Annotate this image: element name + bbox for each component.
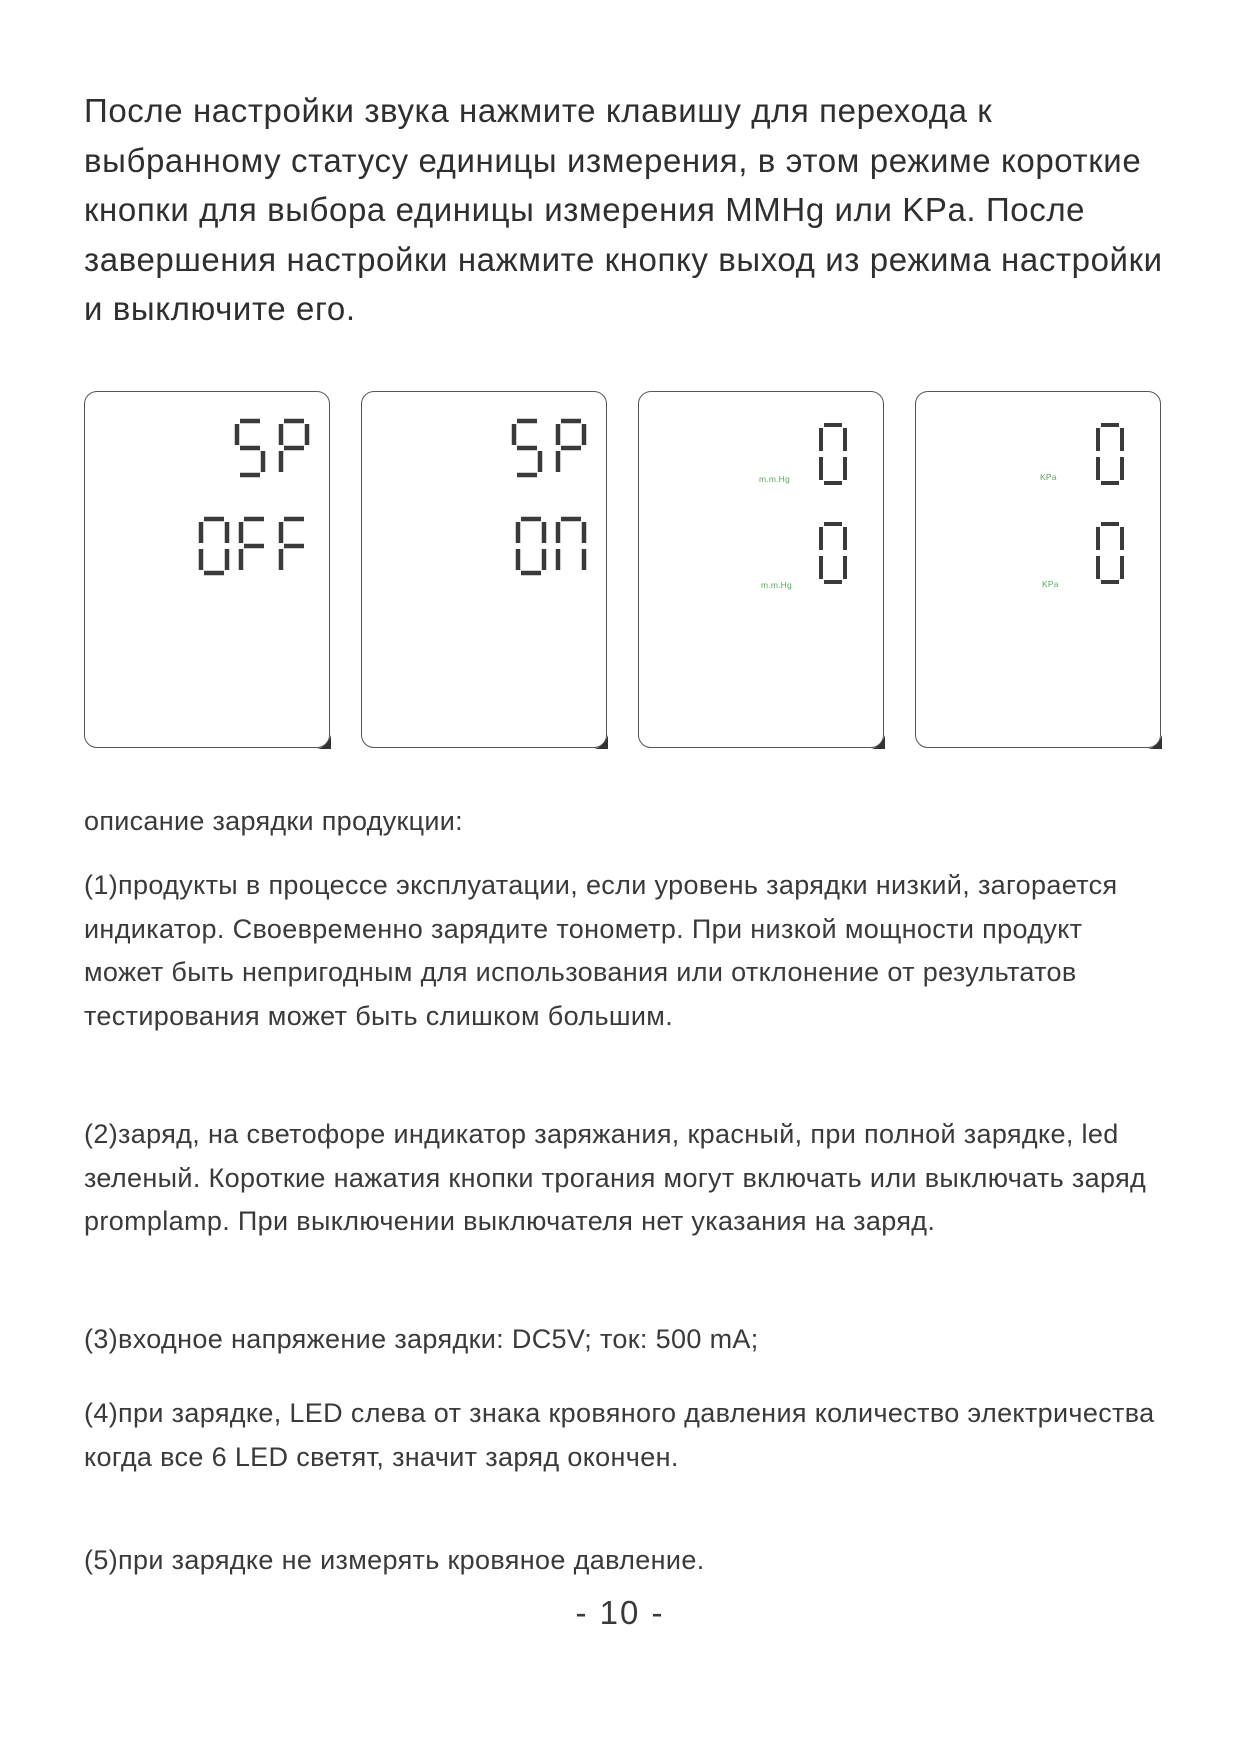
charging-heading: описание зарядки продукции: [84, 806, 463, 836]
corner-mark-icon [315, 733, 331, 749]
lcd-display-sound-off [84, 391, 330, 748]
lcd-digits-kpa [916, 392, 1162, 749]
paragraph-3: (3)входное напряжение зарядки: DC5V; ток: 500 mA; [84, 1324, 759, 1354]
paragraph-1: (1)продукты в процессе эксплуатации, если уровень зарядки низкий, загорается индикатор. Своевременно зарядите тонометр. При низкой мощности продукт может быть непригодным для использования или отклонение от результатов тестирования может быть слишком большим. [84, 870, 1118, 1031]
corner-mark-icon [1146, 733, 1162, 749]
unit-label-top: KPa [1040, 472, 1057, 482]
intro-paragraph: После настройки звука нажмите клавишу для перехода к выбранному статусу единицы измерения, в этом режиме короткие кнопки для выбора единицы измерения MMHg или KPa. После завершения настройки нажмите кнопку выход из режима настройки и выключите его. [84, 92, 1163, 327]
unit-label-top: m.m.Hg [759, 474, 790, 484]
lcd-display-sound-on [361, 391, 607, 748]
paragraph-2: (2)заряд, на светофоре индикатор заряжания, красный, при полной зарядке, led зеленый. Короткие нажатия кнопки трогания могут включать или выключать заряд promplamp. При выключении выключателя нет указания на заряд. [84, 1119, 1147, 1236]
unit-label-bottom: m.m.Hg [761, 580, 792, 590]
page-number: - 10 - [575, 1594, 665, 1631]
paragraph-4: (4)при зарядке, LED слева от знака кровяного давления количество электричества когда все 6 LED светят, значит заряд окончен. [84, 1398, 1155, 1472]
lcd-digits-mmhg [639, 392, 885, 749]
lcd-display-kpa [915, 391, 1161, 748]
corner-mark-icon [592, 733, 608, 749]
lcd-digits-sound-on [362, 392, 608, 749]
paragraph-5: (5)при зарядке не измерять кровяное давление. [84, 1545, 705, 1575]
unit-label-bottom: KPa [1042, 579, 1059, 589]
lcd-display-mmhg [638, 391, 884, 748]
corner-mark-icon [869, 733, 885, 749]
lcd-digits-sound-off [85, 392, 331, 749]
